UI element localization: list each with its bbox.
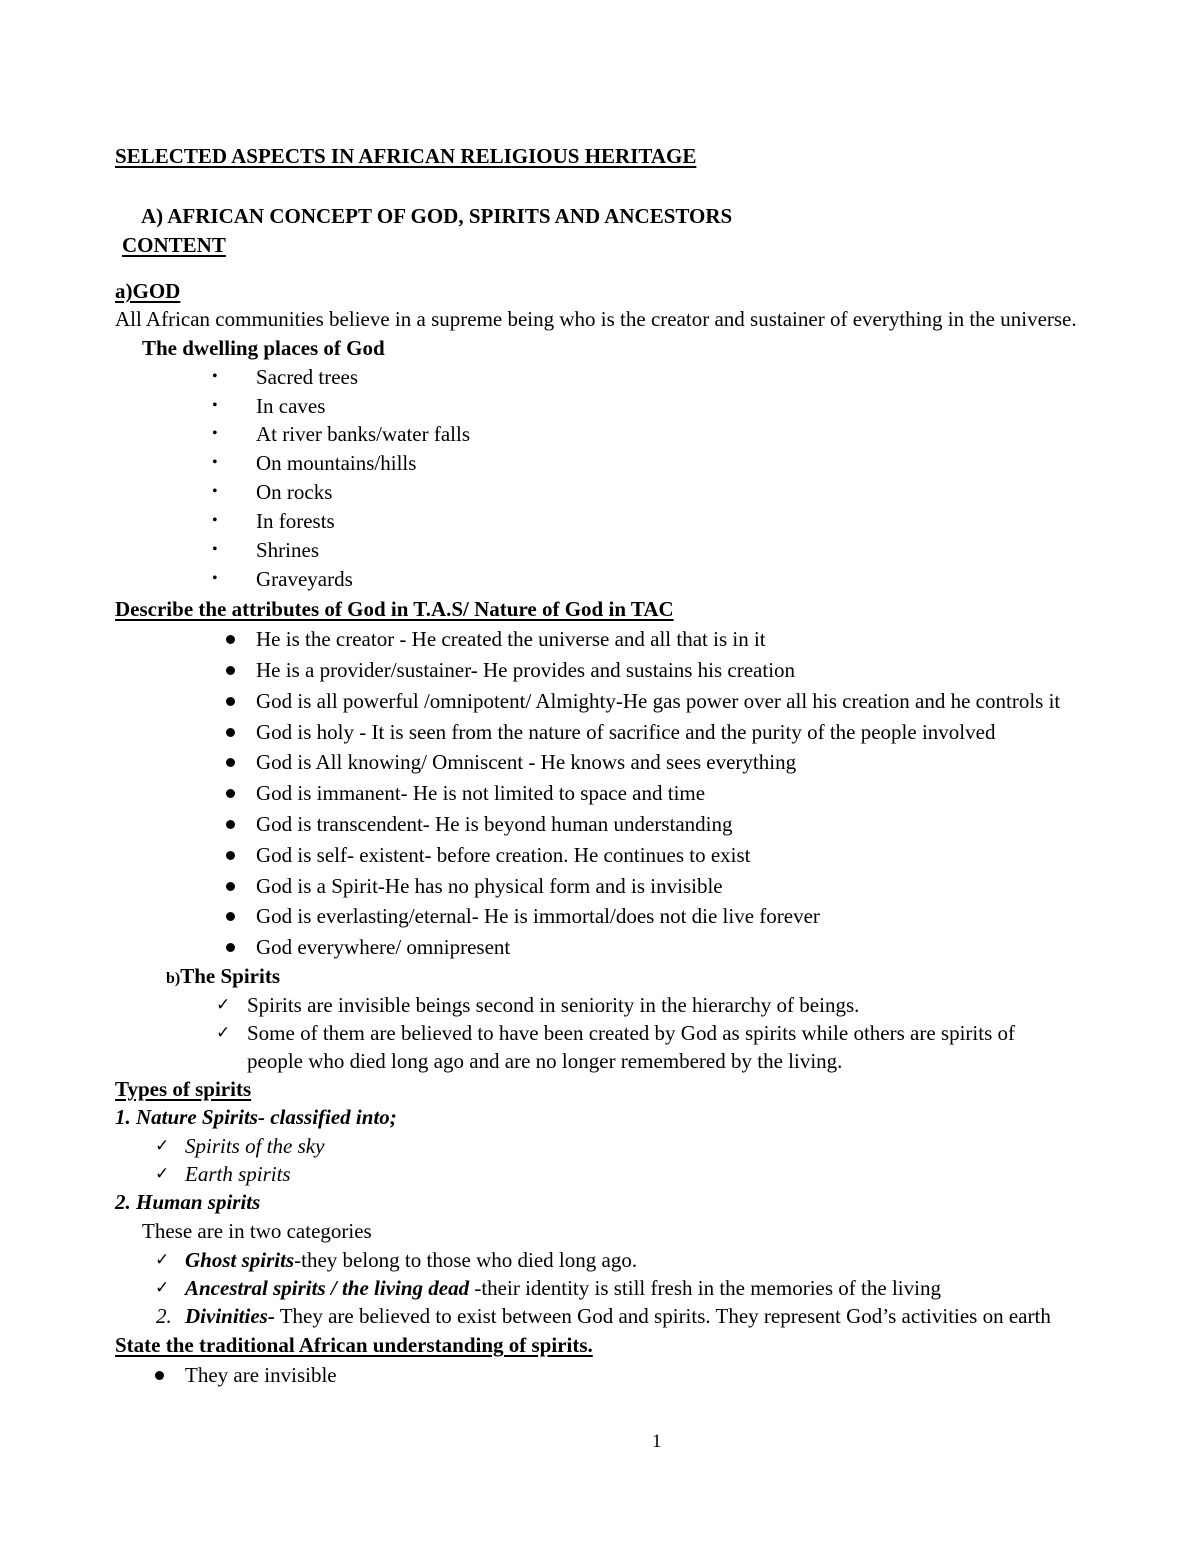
spirits-point-2-line-1: Some of them are believed to have been created by God as spirits while others are spirits of [247,1021,1016,1045]
list-item: God is immanent- He is not limited to space and time [256,781,706,805]
bullet-icon [226,912,235,921]
bullet-icon [226,943,235,952]
bullet-icon [226,758,235,767]
list-item: On mountains/hills [256,451,417,475]
bullet-icon: • [212,570,218,587]
list-item: Sacred trees [256,365,359,389]
divinities-item [185,1302,1051,1330]
ghost-spirits-item [185,1246,637,1274]
bullet-icon: • [212,512,218,529]
ancestral-spirits-desc: -their identity is still fresh in the memories of the living [469,1276,941,1300]
divinities-desc: They are believed to exist between God and spirits. They represent God’s activities on earth [274,1304,1051,1328]
attributes-heading: Describe the attributes of God in T.A.S/ Nature of God in TAC [115,597,674,621]
check-icon: ✓ [155,1164,170,1184]
divinities-number: 2. [156,1304,172,1328]
list-item: He is the creator - He created the universe and all that is in it [256,627,766,651]
ancestral-spirits-term: Ancestral spirits / the living dead [185,1276,470,1300]
list-item: Graveyards [256,567,353,591]
human-spirits-intro: These are in two categories [142,1219,372,1243]
list-item: Earth spirits [185,1162,291,1186]
bullet-icon [226,882,235,891]
bullet-icon [226,820,235,829]
document-title: SELECTED ASPECTS IN AFRICAN RELIGIOUS HERITAGE [115,144,697,168]
list-item: Shrines [256,538,319,562]
list-item: God is transcendent- He is beyond human understanding [256,812,733,836]
bullet-icon [226,635,235,644]
check-icon: ✓ [155,1250,170,1270]
list-item: God is self- existent- before creation. He continues to exist [256,843,751,867]
bullet-icon: • [212,425,218,442]
spirits-point-1: Spirits are invisible beings second in seniority in the hierarchy of beings. [247,993,860,1017]
list-item: Spirits of the sky [185,1134,325,1158]
page-number: 1 [652,1431,662,1452]
bullet-icon: • [212,483,218,500]
bullet-icon: • [212,541,218,558]
list-item: He is a provider/sustainer- He provides and sustains his creation [256,658,796,682]
types-heading: Types of spirits [115,1077,252,1101]
list-item: God is All knowing/ Omniscent - He knows and sees everything [256,750,797,774]
bullet-icon [226,851,235,860]
spirits-title: The Spirits [180,964,281,988]
list-item: On rocks [256,480,333,504]
list-item: In forests [256,509,335,533]
ghost-spirits-desc: -they belong to those who died long ago. [294,1248,638,1272]
bullet-icon [226,697,235,706]
list-item: They are invisible [185,1363,337,1387]
check-icon: ✓ [155,1136,170,1156]
spirits-prefix: b) [166,970,181,987]
spirits-heading [166,962,280,993]
list-item: God is holy - It is seen from the nature of sacrifice and the purity of the people involved [256,720,996,744]
list-item: God everywhere/ omnipresent [256,935,511,959]
check-icon: ✓ [155,1278,170,1298]
list-item: In caves [256,394,326,418]
bullet-icon [155,1371,164,1380]
god-intro: All African communities believe in a supreme being who is the creator and sustainer of everything in the universe. [115,307,1077,331]
list-item: God is everlasting/eternal- He is immortal/does not die live forever [256,904,820,928]
bullet-icon: • [212,368,218,385]
ghost-spirits-term: Ghost spirits [185,1248,295,1272]
understanding-heading: State the traditional African understanding of spirits. [115,1333,593,1357]
list-item: God is a Spirit-He has no physical form and is invisible [256,874,723,898]
divinities-term: Divinities- [185,1304,275,1328]
spirits-point-2-line-2: people who died long ago and are no longer remembered by the living. [247,1049,843,1073]
bullet-icon: • [212,397,218,414]
ancestral-spirits-item [185,1274,941,1302]
bullet-icon [226,728,235,737]
check-icon: ✓ [216,995,231,1015]
bullet-icon [226,789,235,798]
bullet-icon [226,666,235,675]
list-item: At river banks/water falls [256,422,471,446]
nature-spirits-heading: 1. Nature Spirits- classified into; [115,1105,397,1129]
list-item: God is all powerful /omnipotent/ Almighty-He gas power over all his creation and he controls it [256,689,1061,713]
content-heading: CONTENT [122,233,226,257]
section-a-heading: A) AFRICAN CONCEPT OF GOD, SPIRITS AND ANCESTORS [141,204,733,228]
dwelling-heading: The dwelling places of God [142,336,385,360]
human-spirits-heading: 2. Human spirits [115,1190,261,1214]
bullet-icon: • [212,454,218,471]
check-icon: ✓ [216,1023,231,1043]
god-heading: a)GOD [115,279,181,303]
